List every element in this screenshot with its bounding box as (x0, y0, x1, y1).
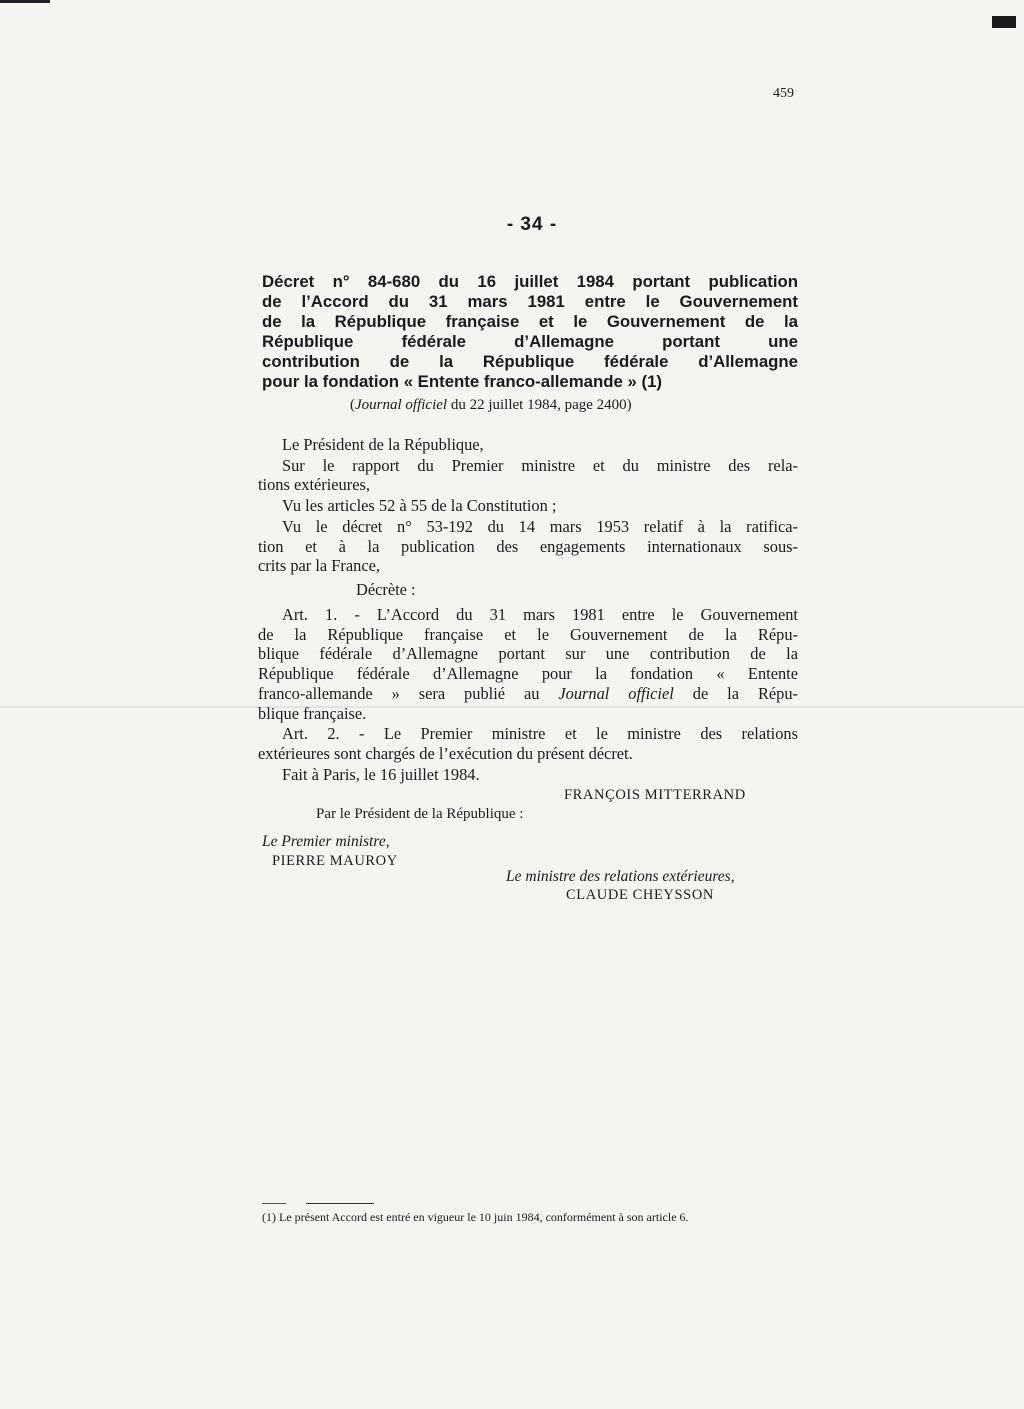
title-line: contribution de la République fédérale d’Allemagne (262, 352, 798, 371)
signature-president: FRANÇOIS MITTERRAND (564, 787, 746, 803)
footnote-rule (306, 1203, 374, 1204)
pm-name: PIERRE MAUROY (272, 853, 398, 869)
scan-mark (992, 16, 1016, 28)
decrete-heading: Décrète : (356, 580, 416, 599)
title-line: pour la fondation « Entente franco-allemande » (1) (262, 372, 663, 391)
text-fragment: de la Répu- (673, 683, 798, 703)
text-line: blique fédérale d’Allemagne portant sur une contribution de la (258, 644, 798, 664)
preamble-decret (258, 517, 798, 576)
text-line: blique française. (258, 703, 367, 723)
article-2 (258, 724, 798, 763)
text-line (258, 684, 798, 704)
preamble (258, 435, 798, 577)
preamble-rapport (258, 456, 798, 495)
text-line: Art. 2. - Le Premier ministre et le ministre des relations (282, 724, 798, 743)
par-le-president: Par le Président de la République : (316, 806, 524, 822)
scan-mark (0, 0, 50, 3)
mre-title: Le ministre des relations extérieures, (506, 868, 735, 885)
text-line: de la République française et le Gouvernement de la Répu- (258, 624, 798, 644)
title-line: République fédérale d’Allemagne portant une (262, 332, 798, 351)
footnote: (1) Le présent Accord est entré en vigueur le 10 juin 1984, conformément à son article 6. (262, 1210, 689, 1224)
journal-officiel-reference (350, 397, 632, 414)
text-line: crits par la France, (258, 556, 380, 576)
text-line: Art. 1. - L’Accord du 31 mars 1981 entre le Gouvernement (282, 605, 798, 624)
text-line: République fédérale d’Allemagne pour la fondation « Entente (258, 664, 798, 684)
text-line: extérieures sont chargés de l’exécution du présent décret. (258, 743, 633, 763)
text-line: Vu le décret n° 53-192 du 14 mars 1953 relatif à la ratifica- (282, 516, 798, 536)
article-1 (258, 605, 798, 723)
place-date: Fait à Paris, le 16 juillet 1984. (282, 765, 480, 784)
jo-ref-open: ( (350, 397, 355, 413)
section-number: - 34 - (506, 214, 558, 235)
title-line: Décret n° 84-680 du 16 juillet 1984 portant publication (262, 272, 798, 291)
title-line: de la République française et le Gouvernement de la (262, 312, 798, 331)
jo-ref-journal: Journal officiel (355, 397, 448, 413)
preamble-constitution: Vu les articles 52 à 55 de la Constitution ; (282, 496, 557, 516)
mre-name: CLAUDE CHEYSSON (566, 887, 714, 903)
text-line: tions extérieures, (258, 475, 370, 495)
decree-title (262, 272, 798, 392)
journal-officiel-italic: Journal officiel (558, 683, 674, 703)
jo-ref-rest: du 22 juillet 1984, page 2400) (447, 397, 632, 413)
footnote-rule-mark (262, 1203, 286, 1204)
page-number: 459 (773, 86, 794, 101)
text-fragment: franco-allemande » sera publié au (258, 683, 559, 703)
pm-title: Le Premier ministre, (262, 833, 390, 850)
preamble-president: Le Président de la République, (282, 435, 484, 454)
text-line: Sur le rapport du Premier ministre et du ministre des rela- (282, 455, 798, 475)
text-line: tion et à la publication des engagements internationaux sous- (258, 536, 798, 556)
title-line: de l’Accord du 31 mars 1981 entre le Gouvernement (262, 292, 798, 311)
